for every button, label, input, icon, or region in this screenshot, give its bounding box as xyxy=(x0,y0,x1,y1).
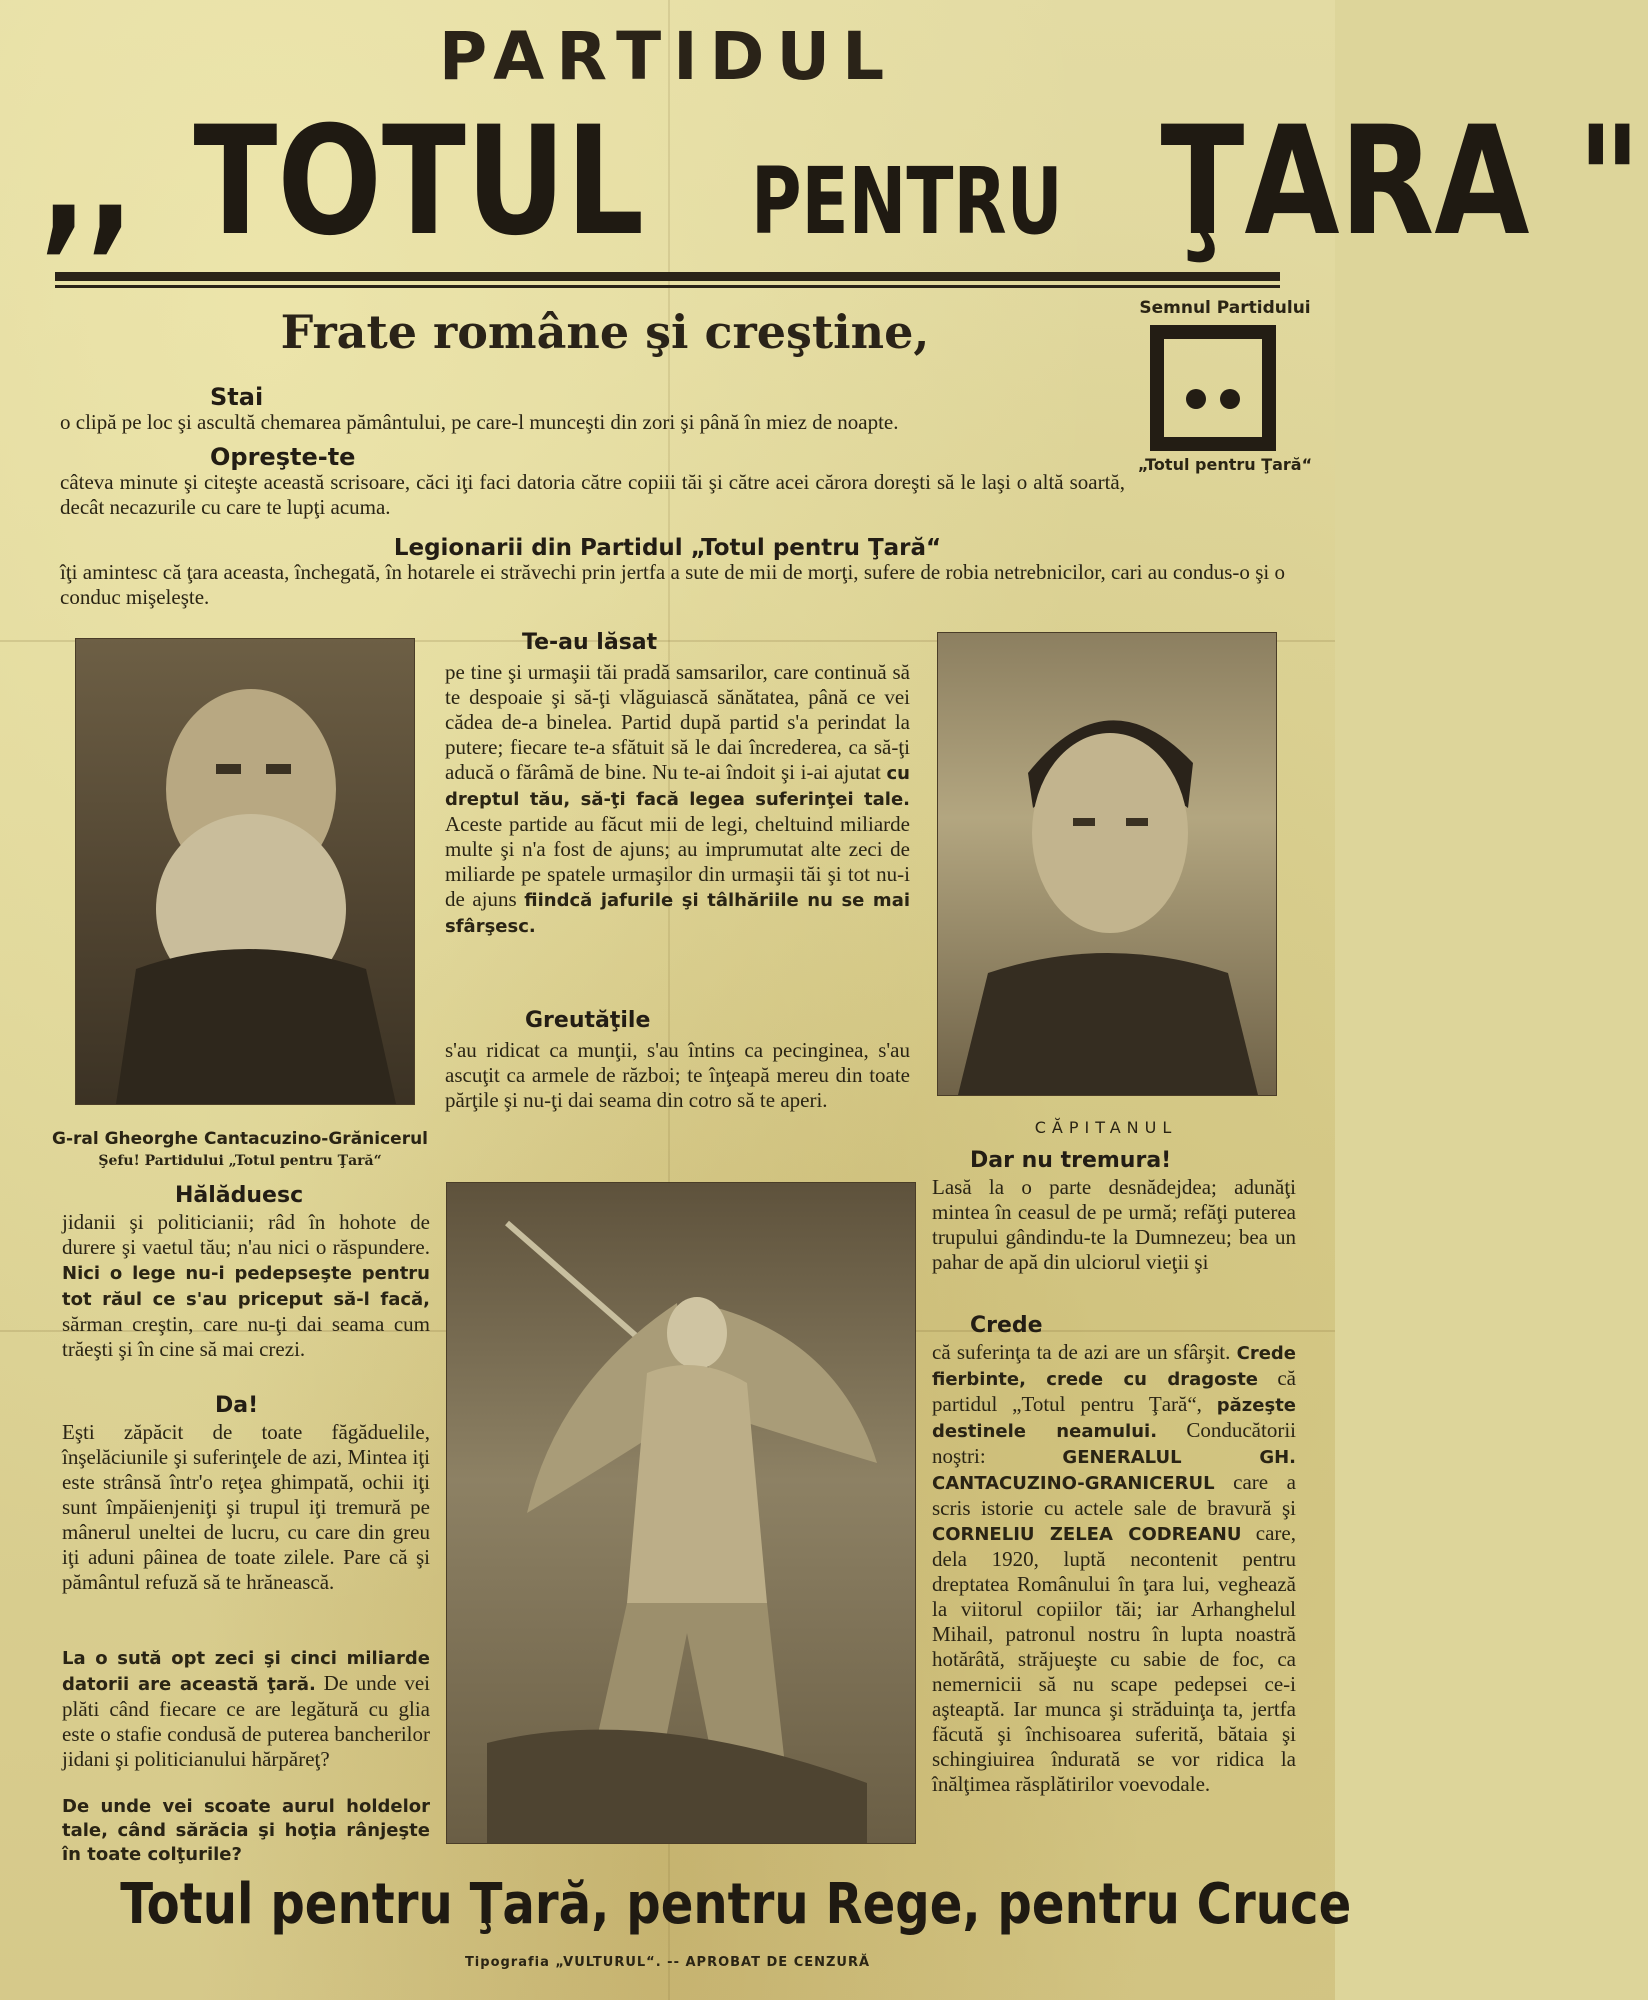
crede-bold-2: păzeşte destinele neamului. xyxy=(932,1395,1297,1442)
te-au-lasat-text xyxy=(445,660,910,939)
debt-text: De unde vei plăti când fiecare ce are legătură cu glia este o stafie condusă de puterea bancherilor jidani şi politicianului hărpăreţ? xyxy=(62,1671,430,1771)
header-rule-thin xyxy=(55,285,1280,288)
slogan-text: Totul pentru Ţară, pentru Rege, pentru Cruce xyxy=(120,1872,1352,1937)
dar-nu-tremura-heading: Dar nu tremura! xyxy=(970,1148,1172,1173)
general-portrait xyxy=(75,638,415,1105)
te-au-lasat-text-2: Aceste partide au făcut mii de legi, cheltuind miliarde multe şi n'a fost de ajuns; au imprumutat alte zeci de miliarde pe spatele urmaşilor din urmaşii tăi şi tot nu-i de ajuns xyxy=(445,812,910,911)
general-text: care a scris istorie cu actele sale de bravură şi xyxy=(932,1470,1297,1520)
haladuesc-bold: Nici o lege nu-i pedepseşte pentru tot răul ce s'au priceput să-l facă, xyxy=(62,1263,430,1310)
final-question: De unde vei scoate aurul holdelor tale, când sărăcia şi hoţia rânjeşte în toate colţurile? xyxy=(62,1796,430,1865)
opreste-heading: Opreşte-te xyxy=(210,443,356,471)
te-au-lasat-bold-1: cu dreptul tău, să-ţi facă legea suferinţei tale. xyxy=(445,763,910,810)
header-tara: ŢARA xyxy=(1160,95,1530,269)
te-au-lasat-heading: Te-au lăsat xyxy=(522,630,658,655)
header-open-quote: ,, xyxy=(40,95,134,269)
greutatile-heading: Greutăţile xyxy=(525,1008,651,1033)
party-sign-icon xyxy=(1150,325,1276,451)
crede-text-2: că partidul „Totul pentru Ţară“, xyxy=(932,1366,1297,1416)
te-au-lasat-bold-2: fiindcă jafurile şi tâlhăriile nu se mai sfârşesc. xyxy=(445,890,911,937)
legionarii-heading: Legionarii din Partidul „Totul pentru Ţară“ xyxy=(393,535,942,561)
codreanu-name-bold: CORNELIU ZELEA CODREANU xyxy=(932,1524,1242,1545)
debt-paragraph xyxy=(62,1645,430,1772)
legionarii-text: îţi amintesc că ţara aceasta, închegată, în hotarele ei străvechi prin jertfa a sute de mii de morţi, sufere de robia netrebnicilor, cari au condus-o şi o conduc mişeleşte. xyxy=(60,560,1285,609)
general-caption xyxy=(40,1128,440,1172)
crede-text-3: Conducătorii noştri: xyxy=(932,1418,1297,1468)
capitanul-caption: CĂPITANUL xyxy=(1034,1118,1178,1137)
general-title: Şefu! Partidului „Totul pentru Ţară“ xyxy=(98,1153,382,1169)
capitanul-portrait xyxy=(937,632,1277,1096)
debt-bold: La o sută opt zeci şi cinci miliarde datorii are această ţară. xyxy=(62,1648,430,1695)
dar-nu-tremura-text: Lasă la o parte desnădejdea; adunăţi mintea în ceasul de pe urmă; refăţi puterea trupului gândindu-te la Dumnezeu; bea un pahar de apă din ulciorul vieţii şi xyxy=(932,1175,1296,1274)
archangel-michael-image xyxy=(446,1182,916,1844)
crede-text-1: că suferinţa ta de azi are un sfârşit. xyxy=(932,1340,1231,1364)
slogan xyxy=(20,1872,1352,1937)
header-totul: TOTUL xyxy=(193,95,645,269)
haladuesc-heading: Hălăduesc xyxy=(175,1183,304,1208)
greeting: Frate române şi creştine, xyxy=(280,305,930,359)
stai-text: o clipă pe loc şi ascultă chemarea pământului, pe care-l munceşti din zori şi până în miez de noapte. xyxy=(60,410,899,434)
printer-line: Tipografia „VULTURUL“. -- APROBAT DE CENZURĂ xyxy=(464,1955,871,1970)
codreanu-text: care, dela 1920, luptă necontenit pentru dreptatea Românului în ţara lui, veghează la viitorul copiilor tăi; iar Arhanghelul Mihail, patronul nostru în lupta noastră hotărâtă, străjueşte cu sabie de foc, ca nemernicii să nu scape pedepsei ce-i aşteaptă. Iar munca şi străduinţa ta, jertfa făcută şi închisoarea suferită, bătaia şi schingiuirea îndurată se vor ridica la înălţimea răsplătirilor voevodale. xyxy=(932,1521,1296,1796)
te-au-lasat-text-1: pe tine şi urmaşii tăi pradă samsarilor, care continuă să te despoaie şi să-ţi vlăguiască sănătatea, până ce vei cădea de-a binelea. Partid după partid s'a perindat la putere; fiecare te-a sfătuit să le dai încrederea, ca să-ţi aducă o fărâmă de bine. Nu te-ai îndoit şi i-ai ajutat xyxy=(445,660,910,784)
haladuesc-text-1: jidanii şi politicianii; râd în hohote de durere şi vaetul tău; n'au nici o răspundere. xyxy=(62,1210,430,1259)
da-heading: Da! xyxy=(215,1393,259,1418)
header-pentru: PENTRU xyxy=(751,148,1063,255)
header-party-word: PARTIDUL xyxy=(438,18,897,95)
da-text: Eşti zăpăcit de toate făgăduelile, înşelăciunile şi suferinţele de azi, Mintea iţi este strânsă într'o reţea ghimpată, ochii iţi sunt împăienjeniţi şi trupul iţi tremură pe mânerul uneltei de lucru, cu care din greu iţi aduni pâinea de toate zilele. Pare că şi pământul refuză să te hrănească. xyxy=(62,1420,430,1594)
crede-heading: Crede xyxy=(970,1313,1043,1338)
general-name-bold: GENERALUL GH. CANTACUZINO-GRANICERUL xyxy=(932,1447,1296,1494)
haladuesc-text xyxy=(62,1210,430,1362)
general-name: G-ral Gheorghe Cantacuzino-Grănicerul xyxy=(51,1129,429,1149)
stai-heading: Stai xyxy=(210,383,264,411)
party-sign-label: Semnul Partidului xyxy=(1139,298,1311,318)
party-sign-caption: „Totul pentru Ţară“ xyxy=(1137,455,1313,474)
header-close-quote: " xyxy=(1577,95,1642,269)
header-party-name xyxy=(30,95,1642,270)
opreste-text: câteva minute şi citeşte această scrisoare, căci iţi faci datoria către copiii tăi şi către acei cărora doreşti să le laşi o altă soartă, decât necazurile cu care te lupţi acuma. xyxy=(60,470,1125,519)
header-rule xyxy=(55,272,1280,281)
greutatile-text: s'au ridicat ca munţii, s'au întins ca pecinginea, s'au ascuţit ca armele de război; te înţeapă mereu din toate părţile şi nu-ţi dai seama din cotro să te aperi. xyxy=(445,1038,910,1112)
crede-bold-1: Crede fierbinte, crede cu dragoste xyxy=(932,1343,1296,1390)
haladuesc-text-2: sărman creştin, care nu-ţi dai seama cum trăeşti şi în cine să mai crezi. xyxy=(62,1312,430,1361)
crede-text xyxy=(932,1340,1296,1797)
